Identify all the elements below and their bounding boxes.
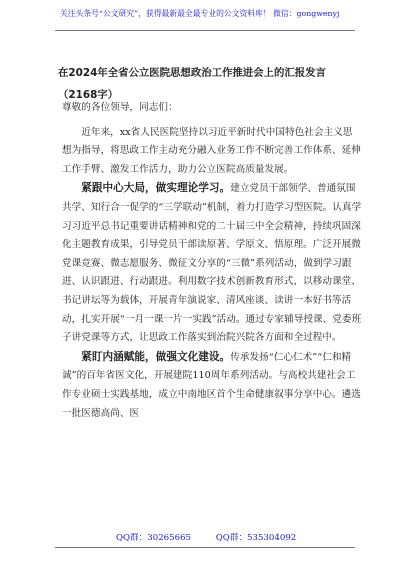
header-divider bbox=[55, 30, 355, 31]
section-2-heading: 紧盯内涵赋能，做强文化建设。 bbox=[81, 350, 231, 363]
document-title: 在2024年全省公立医院思想政治工作推进会上的汇报发言（2168字） bbox=[58, 67, 326, 101]
header-promo: 关注头条号“公文研究”，获得最新最全最专业的公文资料库！ 微信：gongwenyj bbox=[60, 9, 340, 18]
salutation: 尊敬的各位领导，同志们： bbox=[62, 102, 178, 113]
footer-divider bbox=[55, 547, 355, 548]
section-1-body: 建立党员干部领学、普通氛围共学、知行合一促学的“三学联动”机制，着力打造学习型医院。认真学习习近平总书记重要讲话精神和党的二十届三中全会精神，持续巩固深化主题教育成果，引导党员干部读原著、学原文、悟原理。广泛开展微党课竞赛、微志愿服务、微征文分享的“三微”系列活动，做到学习跟进、认识跟进、行动跟进。利用数字技术创新教育形式，以移动课堂、书记讲坛等为载体，开展青年演说家、清风座谈、读讲一本好书等活动，扎实开展“一月一课一片一实践”活动。通过专家辅导授课、党委班子讲党课等方式，让思政工作落实到治院兴院各方面和全过程中。 bbox=[62, 183, 362, 344]
section-1-paragraph bbox=[62, 179, 362, 347]
document-body bbox=[62, 99, 362, 423]
section-2-body: 传承发扬“仁心仁术”“仁和精诚”的百年省医文化，开展建院110周年系列活动。与高校共建社会工作专业硕士实践基地，成立中南地区首个生命健康叙事分享中心。遴选一批医德高尚、医 bbox=[62, 351, 361, 419]
footer-contacts bbox=[116, 531, 318, 543]
footer-qq-group-1: QQ群：30265665 bbox=[116, 533, 192, 543]
footer-qq-group-2: QQ群：535304092 bbox=[215, 533, 297, 543]
intro-paragraph: 近年来，xx省人民医院坚持以习近平新时代中国特色社会主义思想为指导，将思政工作主动充分融入业务工作不断完善工作体系、延伸工作手臂、激发工作活力，助力公立医院高质量发展。 bbox=[62, 126, 361, 175]
section-1-heading: 紧跟中心大局，做实理论学习。 bbox=[81, 182, 231, 195]
section-2-paragraph bbox=[62, 348, 362, 423]
